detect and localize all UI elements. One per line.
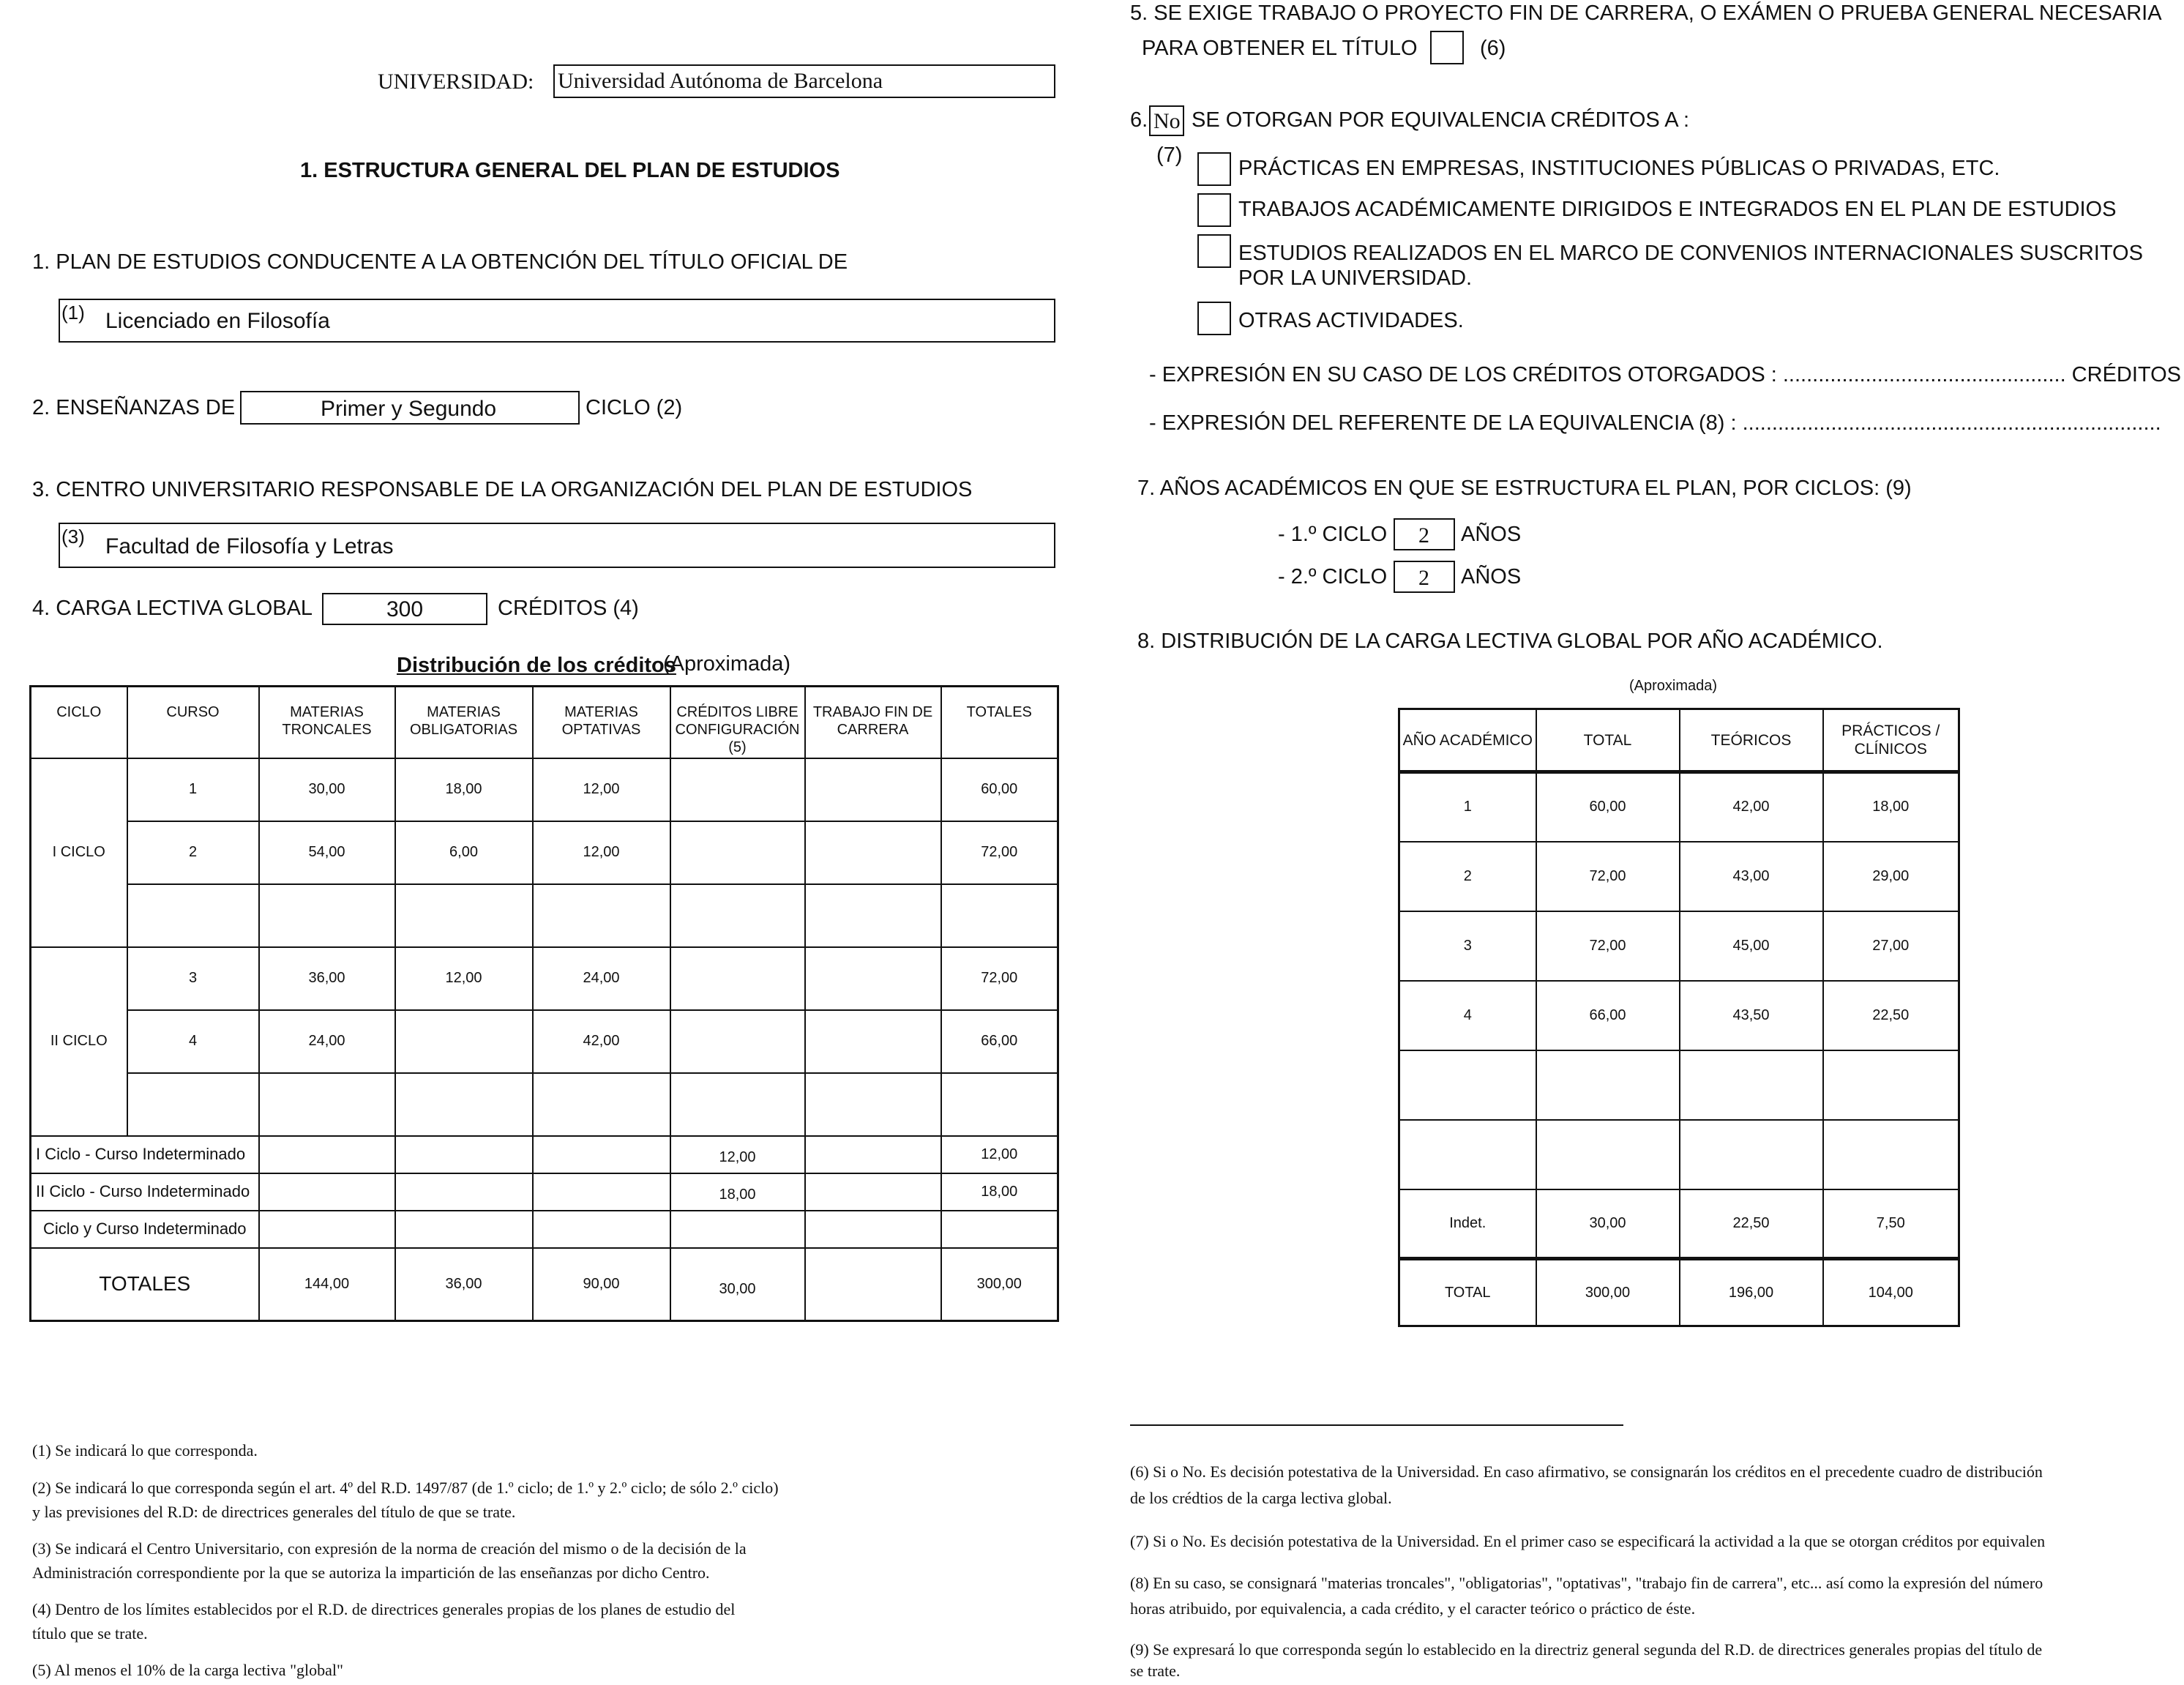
table-cell [395,1136,533,1173]
footnote-divider [1130,1424,1623,1426]
table-cell [395,1073,533,1136]
item5-checkbox[interactable] [1430,31,1464,64]
table-row [1399,911,1959,981]
table-cell: 29,00 [1823,842,1959,911]
table-row [31,947,1058,1010]
table-cell: 1 [1399,772,1536,842]
footnote-6b: de los crédtios de la carga lectiva global. [1130,1489,1392,1507]
table-cell: 18,00 [395,758,533,821]
table-cell [395,884,533,947]
header-ciclo: CICLO [31,687,127,758]
table-header-row [1399,709,1959,772]
ciclo1-label: - 1.º CICLO [1278,523,1388,546]
universidad-value: Universidad Autónoma de Barcelona [558,69,883,93]
table-cell: 4 [127,1010,259,1073]
table-cell [670,884,805,947]
footnote-2b: y las previsiones del R.D: de directrices generales del título de que se trate. [32,1503,516,1521]
carga-anual-table [1398,708,1960,1327]
table-cell [670,758,805,821]
ensenanzas-field [240,391,580,425]
footnote-9b: se trate. [1130,1662,1181,1680]
item7-label: 7. AÑOS ACADÉMICOS EN QUE SE ESTRUCTURA EL PLAN, POR CICLOS: (9) [1137,477,1912,500]
table-cell: 24,00 [259,1010,395,1073]
titulo-field [59,299,1055,343]
table-cell [127,884,259,947]
expr-creditos: - EXPRESIÓN EN SU CASO DE LOS CRÉDITOS OTORGADOS : ................................................ CRÉDITOS [1149,363,2181,386]
ciclo1-anos: AÑOS [1461,523,1522,546]
table-cell: 3 [1399,911,1536,981]
table-cell: 2 [127,821,259,884]
table-cell [805,758,941,821]
table-cell: 66,00 [941,1010,1058,1073]
ciclo2-anos: AÑOS [1461,565,1522,589]
table-cell [670,1211,805,1248]
ciclo2-field [1394,561,1455,593]
table-cell: 30,00 [1536,1189,1680,1259]
footnote-3b: Administración correspondiente por la que se autoriza la impartición de las enseñanzas por dicho Centro. [32,1563,710,1582]
item1-note: (1) [61,302,85,324]
table-header-row [31,687,1058,758]
table-cell: 18,00 [670,1173,805,1211]
table-row [1399,772,1959,842]
table-row [31,1211,1058,1248]
table-cell: 12,00 [395,947,533,1010]
table-cell [805,947,941,1010]
table-cell [805,884,941,947]
section-title: 1. ESTRUCTURA GENERAL DEL PLAN DE ESTUDIOS [300,159,840,182]
table-row [1399,981,1959,1050]
footnote-8b: horas atribuido, por equivalencia, a cada crédito, y el caracter teórico o práctico de éste. [1130,1599,1696,1618]
item4-suffix: CRÉDITOS (4) [498,597,639,620]
table-cell: 30,00 [670,1248,805,1321]
item6-label: SE OTORGAN POR EQUIVALENCIA CRÉDITOS A : [1192,108,1690,132]
table-cell: 22,50 [1680,1189,1823,1259]
header-total: TOTAL [1536,709,1680,772]
item8-label: 8. DISTRIBUCIÓN DE LA CARGA LECTIVA GLOBAL POR AÑO ACADÉMICO. [1137,629,1883,653]
table-cell [805,1211,941,1248]
universidad-label: UNIVERSIDAD: [378,70,534,94]
carga-value: 300 [386,597,424,621]
table-cell [395,1211,533,1248]
footnote-4b: título que se trate. [32,1624,148,1643]
header-curso: CURSO [127,687,259,758]
footnote-7: (7) Si o No. Es decisión potestativa de la Universidad. En el primer caso se especificará la actividad a la que se otorgan créditos por equivalen [1130,1532,2046,1550]
table-cell: 42,00 [533,1010,670,1073]
ciclo1-value: 2 [1418,523,1429,548]
table-cell: 72,00 [1536,911,1680,981]
table-cell: 22,50 [1823,981,1959,1050]
footnote-6a: (6) Si o No. Es decisión potestativa de la Universidad. En caso afirmativo, se consignarán los créditos en el precedente cuadro de distribución [1130,1462,2043,1481]
universidad-field [553,64,1055,98]
table-cell: 12,00 [941,1136,1058,1173]
header-obligatorias: MATERIAS OBLIGATORIAS [395,687,533,758]
footnote-1: (1) Se indicará lo que corresponda. [32,1441,258,1460]
table-cell [259,884,395,947]
item2-label: 2. ENSEÑANZAS DE [32,396,236,419]
table-cell [805,1173,941,1211]
table-cell: 104,00 [1823,1259,1959,1326]
item2-suffix: CICLO (2) [586,396,683,419]
creditos-table [29,685,1059,1322]
table-cell [259,1211,395,1248]
option-estudios-2: POR LA UNIVERSIDAD. [1238,266,1473,290]
table-cell [805,821,941,884]
table-cell [259,1136,395,1173]
table-cell [805,1136,941,1173]
table-cell: 12,00 [670,1136,805,1173]
table-cell: 24,00 [533,947,670,1010]
table-cell: 43,00 [1680,842,1823,911]
item4-label: 4. CARGA LECTIVA GLOBAL [32,597,313,620]
table-cell [533,1173,670,1211]
header-libre-configuracion: CRÉDITOS LIBRE CONFIGURACIÓN (5) [670,687,805,758]
table-cell: 18,00 [1823,772,1959,842]
table-row [31,1136,1058,1173]
table-cell [941,884,1058,947]
table-cell: 90,00 [533,1248,670,1321]
table-cell [1536,1120,1680,1189]
table-row [31,758,1058,821]
centro-value: Facultad de Filosofía y Letras [105,534,394,558]
table-cell [805,1073,941,1136]
item5-line2: PARA OBTENER EL TÍTULO [1142,37,1418,60]
table-cell [533,884,670,947]
table-cell: 18,00 [941,1173,1058,1211]
table-cell [259,1173,395,1211]
table-cell [1823,1050,1959,1120]
table-cell [1536,1050,1680,1120]
table-cell: 54,00 [259,821,395,884]
totals-label: TOTALES [31,1248,259,1321]
item3-label: 3. CENTRO UNIVERSITARIO RESPONSABLE DE LA ORGANIZACIÓN DEL PLAN DE ESTUDIOS [32,478,973,501]
ciclo-2-label: II CICLO [31,947,127,1136]
option-practicas: PRÁCTICAS EN EMPRESAS, INSTITUCIONES PÚBLICAS O PRIVADAS, ETC. [1238,157,2000,180]
footnote-2a: (2) Se indicará lo que corresponda según el art. 4º del R.D. 1497/87 (de 1.º ciclo; de 1.º y 2.º ciclo; de sólo 2.º ciclo) [32,1479,779,1497]
table-cell [395,1173,533,1211]
table-row [31,884,1058,947]
table-cell [1823,1120,1959,1189]
table-cell: 4 [1399,981,1536,1050]
table-cell: 43,50 [1680,981,1823,1050]
centro-field [59,523,1055,568]
table-cell: 300,00 [941,1248,1058,1321]
table-cell [670,1010,805,1073]
table-cell [805,1010,941,1073]
footnote-3a: (3) Se indicará el Centro Universitario, con expresión de la norma de creación del mismo o de la decisión de la [32,1539,747,1558]
table-cell [259,1073,395,1136]
item8-sub: (Aproximada) [1629,678,1718,694]
item3-note: (3) [61,526,85,548]
ciclo2-label: - 2.º CICLO [1278,565,1388,589]
table-cell [941,1073,1058,1136]
table-cell: 12,00 [533,821,670,884]
table-cell [805,1248,941,1321]
titulo-value: Licenciado en Filosofía [105,309,330,333]
item6-field [1149,105,1184,136]
table-cell: 300,00 [1536,1259,1680,1326]
table-cell: 1 [127,758,259,821]
option-checkbox-otras[interactable] [1197,302,1231,335]
option-checkbox-practicas[interactable] [1197,152,1231,186]
header-ano: AÑO ACADÉMICO [1399,709,1536,772]
header-totales: TOTALES [941,687,1058,758]
table-cell: 42,00 [1680,772,1823,842]
table-cell [1680,1050,1823,1120]
table-cell [1680,1120,1823,1189]
table-row [1399,1189,1959,1259]
expr-referente: - EXPRESIÓN DEL REFERENTE DE LA EQUIVALENCIA (8) : ....................................................................... [1149,411,2161,435]
table-cell: 27,00 [1823,911,1959,981]
item6-prefix: 6. [1130,108,1148,132]
carga-field [322,593,487,625]
header-teoricos: TEÓRICOS [1680,709,1823,772]
table-cell [533,1073,670,1136]
ciclo1-field [1394,518,1455,550]
totals-row [31,1248,1058,1321]
header-troncales: MATERIAS TRONCALES [259,687,395,758]
dist-title: Distribución de los créditos [397,654,676,677]
table-row [31,1073,1058,1136]
table-cell [1399,1050,1536,1120]
table-cell: 72,00 [941,947,1058,1010]
item5-note: (6) [1480,37,1506,60]
header-trabajo-fin: TRABAJO FIN DE CARRERA [805,687,941,758]
table-cell: 196,00 [1680,1259,1823,1326]
table-cell: 30,00 [259,758,395,821]
item6-note: (7) [1156,143,1183,167]
table-cell: TOTAL [1399,1259,1536,1326]
table-cell: 36,00 [395,1248,533,1321]
table-cell [670,821,805,884]
option-otras: OTRAS ACTIVIDADES. [1238,309,1464,332]
table-cell: 3 [127,947,259,1010]
table-cell: 45,00 [1680,911,1823,981]
table-cell [670,1073,805,1136]
table-cell: Indet. [1399,1189,1536,1259]
dist-subtitle: (Aproximada) [663,652,791,676]
footnote-5: (5) Al menos el 10% de la carga lectiva "global" [32,1661,344,1679]
item5-line1: 5. SE EXIGE TRABAJO O PROYECTO FIN DE CARRERA, O EXÁMEN O PRUEBA GENERAL NECESARIA [1130,1,2162,25]
header-optativas: MATERIAS OPTATIVAS [533,687,670,758]
item1-label: 1. PLAN DE ESTUDIOS CONDUCENTE A LA OBTENCIÓN DEL TÍTULO OFICIAL DE [32,250,848,274]
table-cell [395,1010,533,1073]
footnote-8a: (8) En su caso, se consignará "materias troncales", "obligatorias", "optativas", "trabajo fin de carrera", etc... así como la expresión del número [1130,1574,2043,1592]
table-row [31,821,1058,884]
table-row [1399,842,1959,911]
header-practicos: PRÁCTICOS / CLÍNICOS [1823,709,1959,772]
table-cell: 66,00 [1536,981,1680,1050]
option-checkbox-trabajos[interactable] [1197,193,1231,227]
indet-label: I Ciclo - Curso Indeterminado [31,1136,259,1173]
option-checkbox-estudios[interactable] [1197,234,1231,268]
table-cell: 144,00 [259,1248,395,1321]
ciclo-1-label: I CICLO [31,758,127,947]
footnote-4a: (4) Dentro de los límites establecidos por el R.D. de directrices generales propias de los planes de estudio del [32,1600,736,1618]
table-cell [533,1136,670,1173]
option-estudios-1: ESTUDIOS REALIZADOS EN EL MARCO DE CONVENIOS INTERNACIONALES SUSCRITOS [1238,242,2143,265]
table-cell [533,1211,670,1248]
indet-label: Ciclo y Curso Indeterminado [31,1211,259,1248]
table-cell: 12,00 [533,758,670,821]
table-row [31,1010,1058,1073]
option-trabajos: TRABAJOS ACADÉMICAMENTE DIRIGIDOS E INTEGRADOS EN EL PLAN DE ESTUDIOS [1238,198,2117,221]
ciclo2-value: 2 [1418,566,1429,590]
table-cell: 60,00 [941,758,1058,821]
table-cell: 72,00 [1536,842,1680,911]
table-cell [1399,1120,1536,1189]
indet-label: II Ciclo - Curso Indeterminado [31,1173,259,1211]
ensenanzas-value: Primer y Segundo [321,397,497,421]
table-row [31,1173,1058,1211]
item6-value: No [1153,109,1181,133]
table-cell: 72,00 [941,821,1058,884]
table-cell: 2 [1399,842,1536,911]
table-row [1399,1120,1959,1189]
total-row [1399,1259,1959,1326]
table-row [1399,1050,1959,1120]
table-cell: 7,50 [1823,1189,1959,1259]
table-cell: 36,00 [259,947,395,1010]
table-cell [127,1073,259,1136]
table-cell: 60,00 [1536,772,1680,842]
table-cell [670,947,805,1010]
table-cell: 6,00 [395,821,533,884]
table-cell [941,1211,1058,1248]
footnote-9a: (9) Se expresará lo que corresponda según lo establecido en la directriz general segunda del R.D. de directrices generales propias del título de [1130,1640,2043,1659]
